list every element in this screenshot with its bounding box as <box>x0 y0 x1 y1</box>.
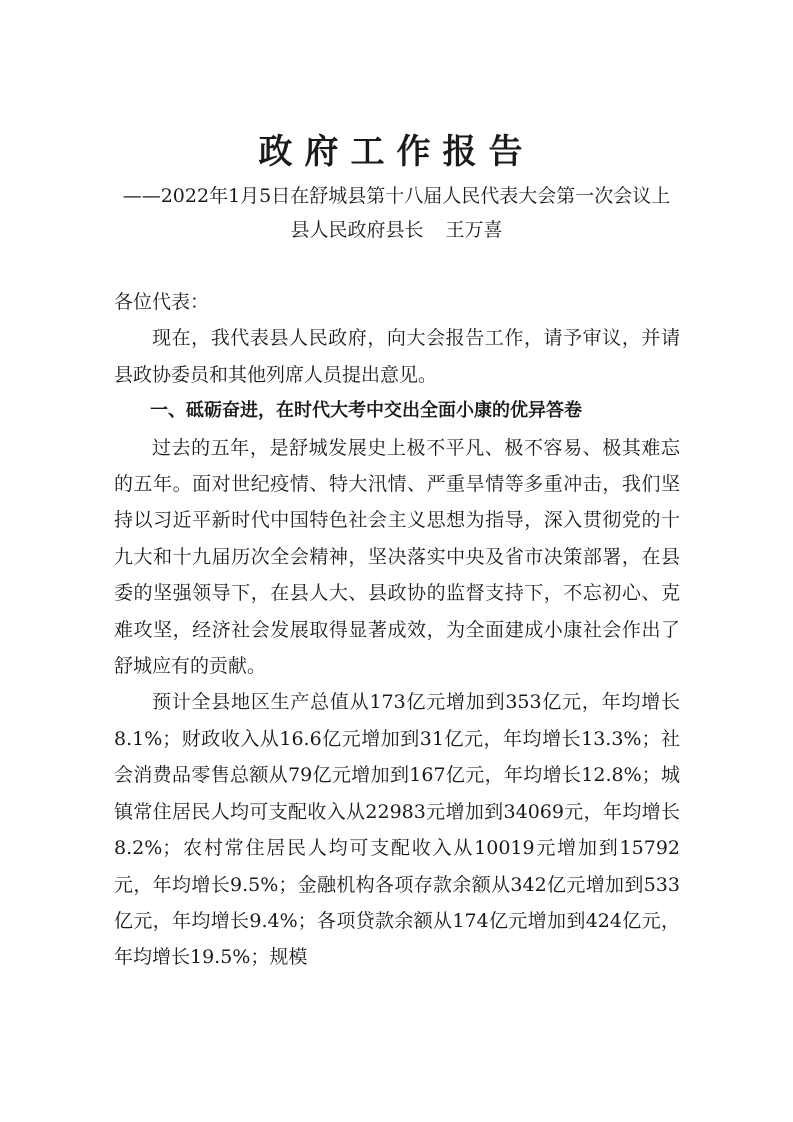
paragraph-statistics: 预计全县地区生产总值从173亿元增加到353亿元，年均增长8.1%；财政收入从16.6亿元增加到31亿元，年均增长13.3%；社会消费品零售总额从79亿元增加到167亿元，年均增长12.8%；城镇常住居民人均可支配收入从22983元增加到34069元，年均增长8.2%；农村常住居民人均可支配收入从10019元增加到15792元，年均增长9.5%；金融机构各项存款余额从342亿元增加到533亿元，年均增长9.4%；各项贷款余额从174亿元增加到424亿元，年均增长19.5%；规模 <box>114 691 680 969</box>
author-role: 县人民政府县长 <box>290 219 424 241</box>
document-title: 政府工作报告 <box>258 132 535 172</box>
salutation: 各位代表： <box>114 291 210 313</box>
paragraph-review: 过去的五年，是舒城发展史上极不平凡、极不容易、极其难忘的五年。面对世纪疫情、特大汛情、严重旱情等多重冲击，我们坚持以习近平新时代中国特色社会主义思想为指导，深入贯彻党的十九大和十九届历次全会精神，坚决落实中央及省市决策部署，在县委的坚强领导下，在县人大、县政协的监督支持下，不忘初心、克难攻坚，经济社会发展取得显著成效，为全面建成小康社会作出了舒城应有的贡献。 <box>114 436 680 678</box>
author-line <box>0 216 793 244</box>
author-name: 王万喜 <box>445 219 503 241</box>
document-subtitle: ——2022年1月5日在舒城县第十八届人民代表大会第一次会议上 <box>122 185 671 207</box>
paragraph-intro: 现在，我代表县人民政府，向大会报告工作，请予审议，并请县政协委员和其他列席人员提出意见。 <box>114 327 680 386</box>
section-heading: 一、砥砺奋进，在时代大考中交出全面小康的优异答卷 <box>150 400 582 422</box>
document-body <box>114 284 680 976</box>
